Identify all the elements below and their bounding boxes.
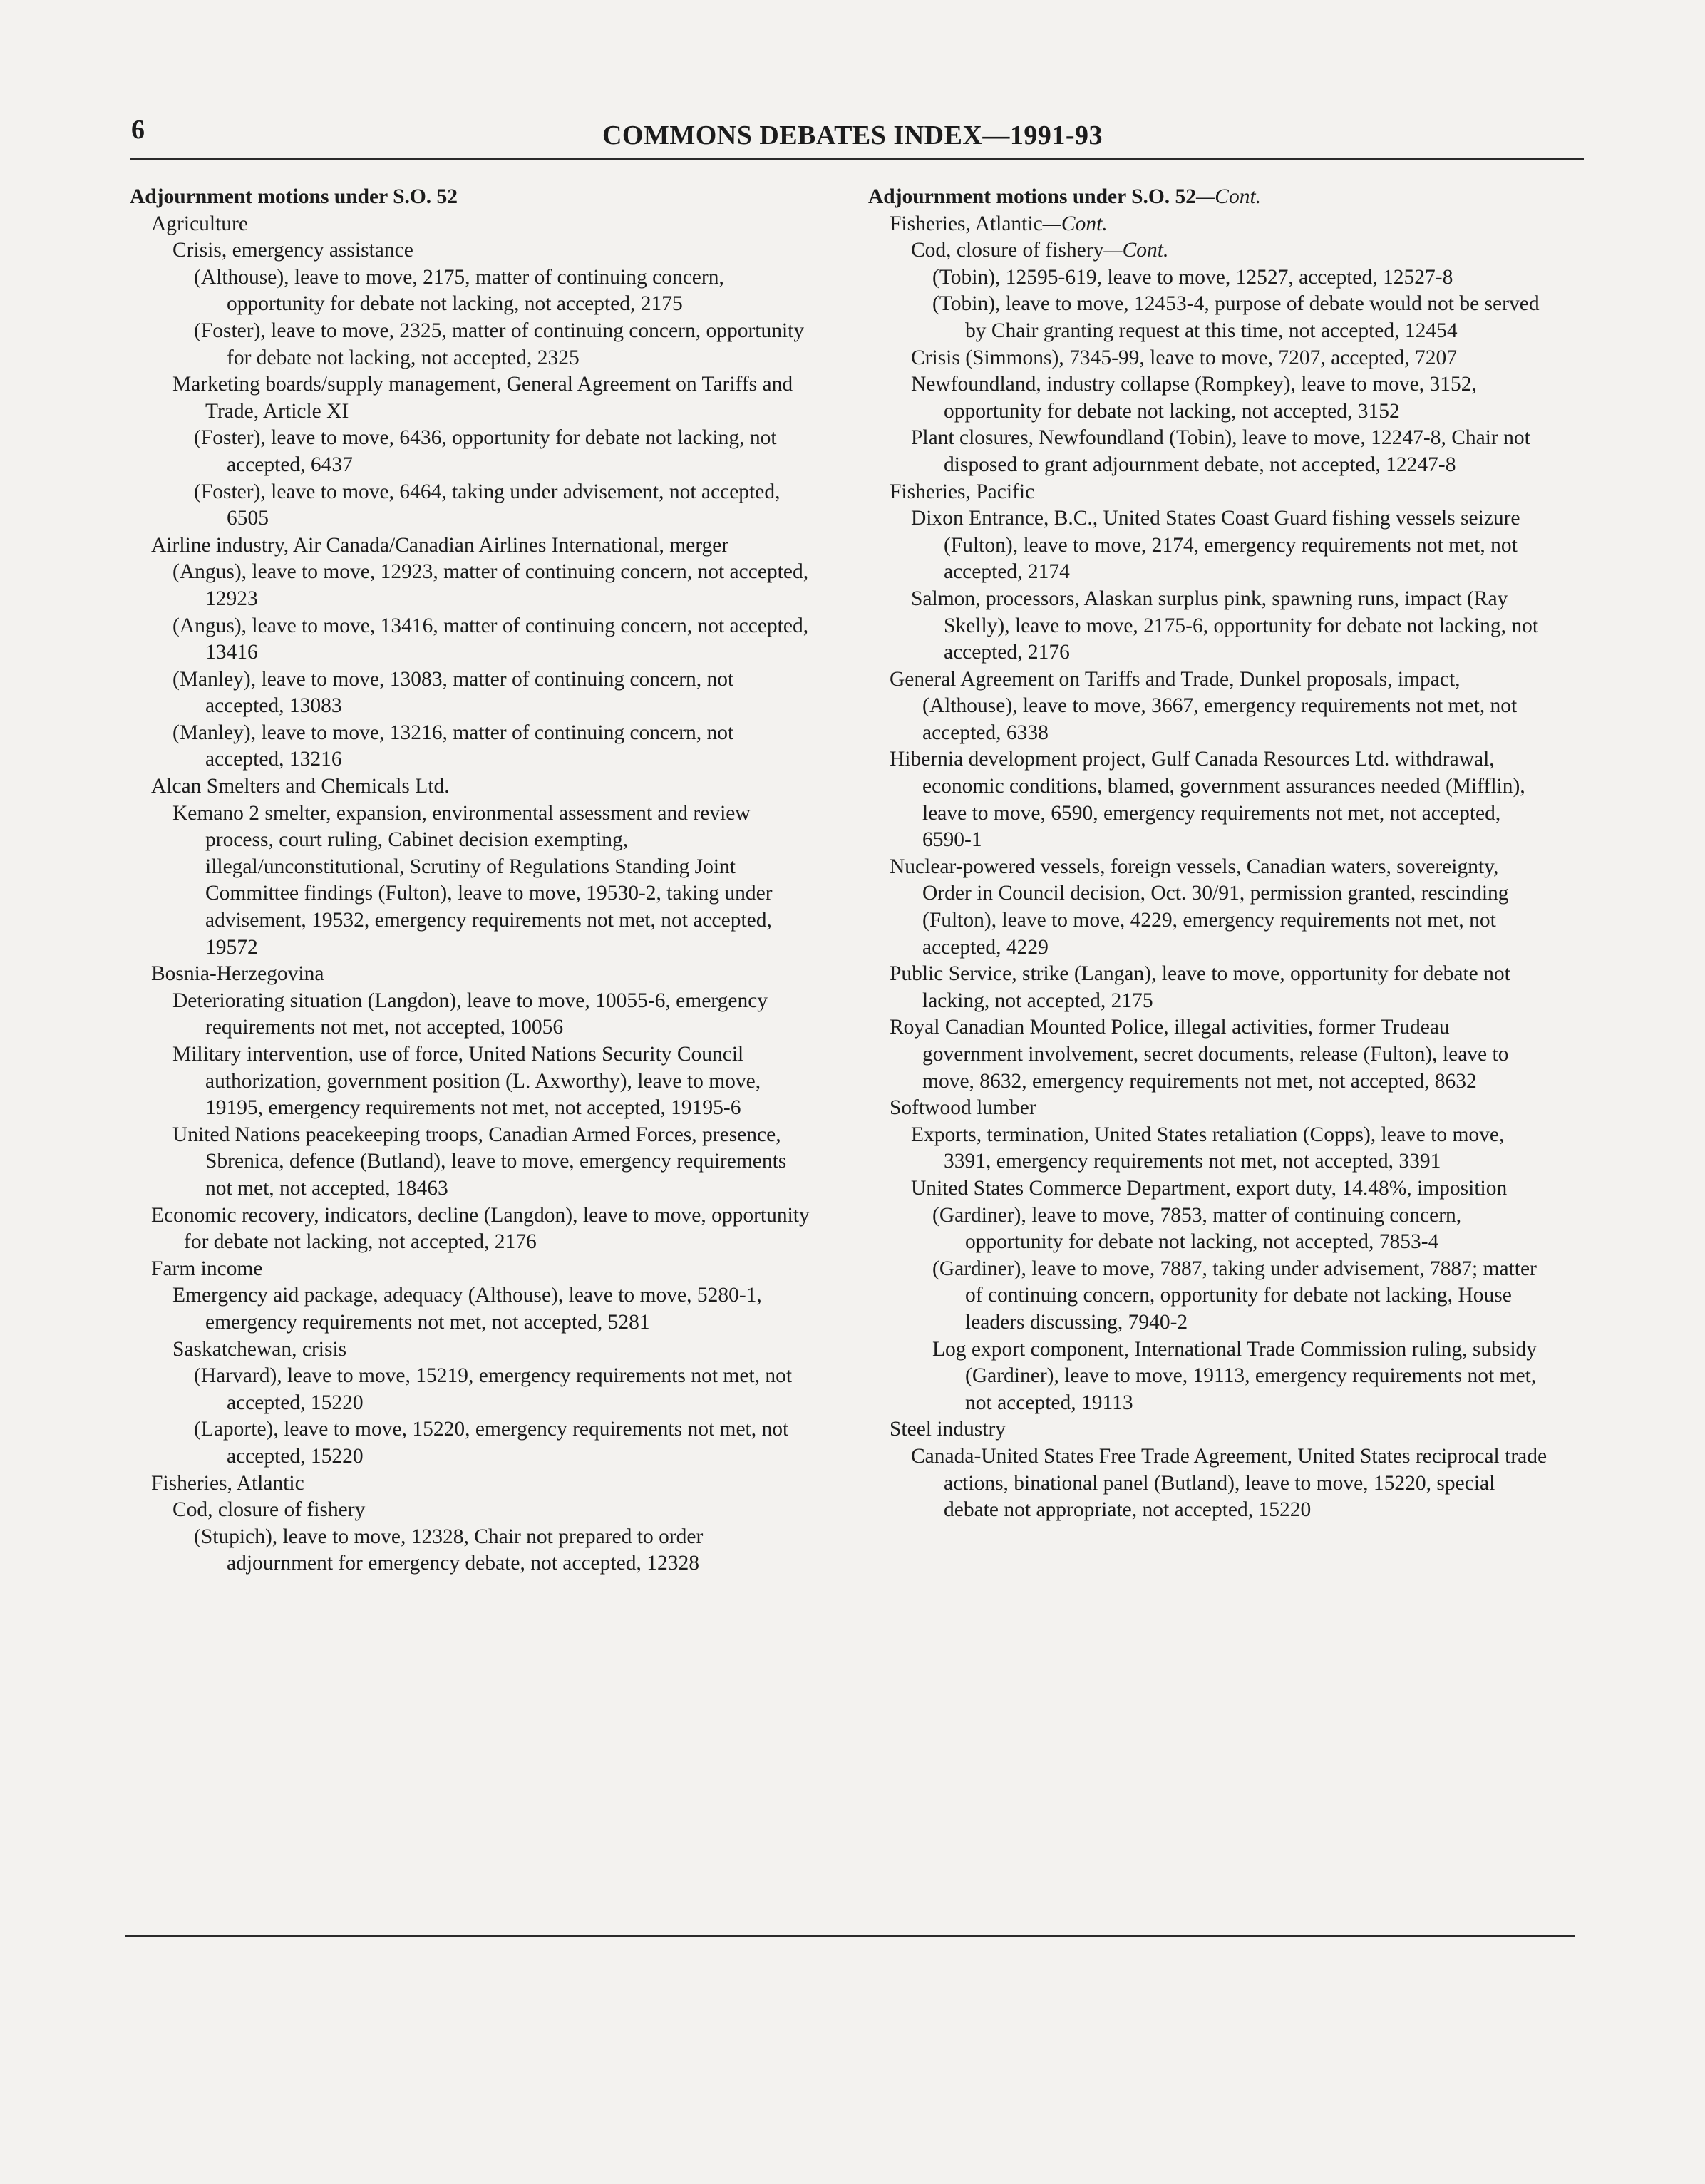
index-entry-text: Adjournment motions under S.O. 52 — [868, 185, 1197, 208]
index-entry-text: Alcan Smelters and Chemicals Ltd. — [151, 775, 450, 798]
index-entry — [130, 559, 814, 612]
index-entry-text: Plant closures, Newfoundland (Tobin), leave to move, 12247-8, Chair not disposed to grant adjournment debate, not accepted, 12247-8 — [911, 426, 1530, 476]
index-entry — [868, 1014, 1552, 1095]
index-entry — [868, 854, 1552, 961]
index-entry — [868, 345, 1552, 372]
index-entry-text: Saskatchewan, crisis — [172, 1337, 347, 1361]
index-entry — [868, 505, 1552, 586]
index-entry-text: Fisheries, Pacific — [890, 480, 1035, 503]
index-entry — [130, 532, 814, 560]
index-entry — [130, 1041, 814, 1122]
index-entry — [130, 318, 814, 371]
header-rule — [130, 158, 1584, 160]
index-entry — [130, 720, 814, 773]
continued-marker: —Cont. — [1103, 239, 1169, 262]
index-entry — [868, 1256, 1552, 1336]
index-entry-text: Crisis (Simmons), 7345-99, leave to move, 7207, accepted, 7207 — [911, 346, 1458, 369]
index-entry — [130, 479, 814, 532]
index-entry — [868, 1443, 1552, 1524]
index-entry-text: Royal Canadian Mounted Police, illegal activities, former Trudeau government involvement, secret documents, release (Fulton), leave to move, 8632, emergency requirements not met, not accepted, 8632 — [890, 1016, 1509, 1093]
index-entry-text: Steel industry — [890, 1418, 1006, 1441]
index-entry — [130, 800, 814, 962]
index-entry-text: Fisheries, Atlantic — [890, 212, 1043, 235]
footer-rule — [125, 1935, 1575, 1937]
index-entry — [868, 1416, 1552, 1443]
index-entry-text: Economic recovery, indicators, decline (Langdon), leave to move, opportunity for debate not lacking, not accepted, 2176 — [151, 1203, 810, 1254]
index-entry — [868, 1095, 1552, 1122]
index-entry-text: Cod, closure of fishery — [172, 1498, 366, 1522]
index-entry-text: Nuclear-powered vessels, foreign vessels, Canadian waters, sovereignty, Order in Council decision, Oct. 30/91, permission granted, rescinding (Fulton), leave to move, 4229, emergency requirements not met, not accepted, 4229 — [890, 855, 1509, 959]
index-entry-text: United States Commerce Department, export duty, 14.48%, imposition — [911, 1176, 1508, 1200]
index-entry — [130, 1497, 814, 1524]
index-entry — [868, 1122, 1552, 1175]
index-entry-text: Fisheries, Atlantic — [151, 1471, 304, 1495]
index-entry-text: (Harvard), leave to move, 15219, emergency requirements not met, not accepted, 15220 — [194, 1364, 793, 1414]
index-entry-text: Hibernia development project, Gulf Canada Resources Ltd. withdrawal, economic conditions, blamed, government assurances needed (Mifflin), leave to move, 6590, emergency requirements not met, not accepted, 6590-1 — [890, 748, 1525, 852]
index-entry-text: (Angus), leave to move, 13416, matter of continuing concern, not accepted, 13416 — [172, 614, 809, 664]
page-number: 6 — [131, 115, 145, 145]
index-entry — [130, 264, 814, 318]
index-entry-text: United Nations peacekeeping troops, Canadian Armed Forces, presence, Sbrenica, defence (Butland), leave to move, emergency requirements not met, not accepted, 18463 — [172, 1123, 787, 1200]
index-entry — [130, 1256, 814, 1283]
index-entry — [130, 1524, 814, 1577]
index-entry — [130, 666, 814, 720]
index-entry-text: Salmon, processors, Alaskan surplus pink, spawning runs, impact (Ray Skelly), leave to move, 2175-6, opportunity for debate not lacking, not accepted, 2176 — [911, 587, 1539, 664]
index-entry-text: Agriculture — [151, 212, 248, 235]
index-entry-text: (Manley), leave to move, 13216, matter of continuing concern, not accepted, 13216 — [172, 721, 734, 771]
index-entry — [868, 479, 1552, 506]
index-entry-text: (Althouse), leave to move, 2175, matter of continuing concern, opportunity for debate not lacking, not accepted, 2175 — [194, 265, 724, 316]
index-entry — [130, 237, 814, 264]
index-column-right — [868, 184, 1552, 1524]
index-entry-text: (Tobin), 12595-619, leave to move, 12527, accepted, 12527-8 — [932, 265, 1453, 289]
index-entry-text: (Stupich), leave to move, 12328, Chair not prepared to order adjournment for emergency debate, not accepted, 12328 — [194, 1525, 704, 1575]
index-entry — [130, 1363, 814, 1416]
index-entry — [130, 1282, 814, 1336]
index-entry-text: Newfoundland, industry collapse (Rompkey), leave to move, 3152, opportunity for debate not lacking, not accepted, 3152 — [911, 373, 1477, 423]
index-entry — [868, 291, 1552, 344]
index-entry-text: Exports, termination, United States retaliation (Copps), leave to move, 3391, emergency requirements not met, not accepted, 3391 — [911, 1123, 1505, 1173]
index-entry-text: Kemano 2 smelter, expansion, environmental assessment and review process, court ruling, Cabinet decision exempting, illegal/unconstitutional, Scrutiny of Regulations Standing Joint Committee findings (Fulton), leave to move, 19530-2, taking under advisement, 19532, emergency requirements not met, not accepted, 19572 — [172, 801, 773, 959]
index-entry — [868, 1202, 1552, 1256]
index-entry — [130, 371, 814, 425]
index-entry — [868, 211, 1552, 238]
index-entry — [130, 1470, 814, 1498]
index-entry — [868, 1336, 1552, 1417]
index-entry-text: Deteriorating situation (Langdon), leave to move, 10055-6, emergency requirements not met, not accepted, 10056 — [172, 989, 768, 1039]
index-entry-text: (Gardiner), leave to move, 7887, taking under advisement, 7887; matter of continuing concern, opportunity for debate not lacking, House leaders discussing, 7940-2 — [932, 1257, 1537, 1334]
index-entry-text: Military intervention, use of force, United Nations Security Council authorization, government position (L. Axworthy), leave to move, 19195, emergency requirements not met, not accepted, 19195-6 — [172, 1043, 761, 1120]
index-entry — [868, 666, 1552, 747]
index-entry — [868, 961, 1552, 1014]
index-entry — [868, 371, 1552, 425]
index-entry-text: Public Service, strike (Langan), leave to move, opportunity for debate not lacking, not accepted, 2175 — [890, 962, 1510, 1012]
index-entry — [868, 586, 1552, 666]
index-entry — [868, 184, 1552, 211]
index-entry — [130, 425, 814, 478]
index-entry — [130, 988, 814, 1041]
index-entry-text: (Manley), leave to move, 13083, matter of continuing concern, not accepted, 13083 — [172, 667, 734, 718]
index-entry-text: Dixon Entrance, B.C., United States Coast Guard fishing vessels seizure (Fulton), leave to move, 2174, emergency requirements not met, not accepted, 2174 — [911, 507, 1520, 584]
index-entry — [130, 1336, 814, 1364]
index-entry-text: Log export component, International Trade Commission ruling, subsidy (Gardiner), leave to move, 19113, emergency requirements not met, not accepted, 19113 — [932, 1337, 1537, 1414]
index-entry-text: Bosnia-Herzegovina — [151, 962, 324, 986]
index-entry — [130, 184, 814, 211]
index-entry — [868, 746, 1552, 853]
continued-marker: —Cont. — [1042, 212, 1108, 235]
index-column-left — [130, 184, 814, 1577]
index-entry-text: Softwood lumber — [890, 1096, 1036, 1120]
index-entry-text: Farm income — [151, 1257, 263, 1280]
index-entry — [130, 1122, 814, 1202]
index-entry — [130, 1202, 814, 1256]
continued-marker: —Cont. — [1196, 185, 1262, 208]
index-entry-text: Cod, closure of fishery — [911, 239, 1104, 262]
index-entry — [130, 961, 814, 988]
index-entry-text: Canada-United States Free Trade Agreement, United States reciprocal trade actions, binational panel (Butland), leave to move, 15220, special debate not appropriate, not accepted, 15220 — [911, 1444, 1547, 1522]
index-entry-text: (Gardiner), leave to move, 7853, matter of continuing concern, opportunity for debate not lacking, not accepted, 7853-4 — [932, 1203, 1462, 1254]
index-entry-text: Marketing boards/supply management, General Agreement on Tariffs and Trade, Article XI — [172, 373, 793, 423]
index-entry — [130, 613, 814, 666]
index-entry-text: (Laporte), leave to move, 15220, emergency requirements not met, not accepted, 15220 — [194, 1418, 789, 1468]
index-entry — [868, 425, 1552, 478]
index-entry — [868, 264, 1552, 292]
index-entry-text: (Foster), leave to move, 6436, opportunity for debate not lacking, not accepted, 6437 — [194, 426, 777, 476]
index-entry-text: Adjournment motions under S.O. 52 — [130, 185, 458, 208]
index-entry-text: Emergency aid package, adequacy (Althouse), leave to move, 5280-1, emergency requirements not met, not accepted, 5281 — [172, 1284, 762, 1334]
index-entry-text: Airline industry, Air Canada/Canadian Airlines International, merger — [151, 533, 729, 557]
index-entry-text: (Foster), leave to move, 2325, matter of continuing concern, opportunity for debate not lacking, not accepted, 2325 — [194, 319, 805, 369]
index-entry — [130, 773, 814, 800]
index-entry — [868, 237, 1552, 264]
index-entry — [130, 1416, 814, 1470]
index-entry — [868, 1175, 1552, 1202]
running-head-title: COMMONS DEBATES INDEX—1991-93 — [602, 120, 1103, 150]
index-entry-text: Crisis, emergency assistance — [172, 239, 413, 262]
index-entry-text: (Angus), leave to move, 12923, matter of continuing concern, not accepted, 12923 — [172, 560, 809, 610]
index-entry-text: General Agreement on Tariffs and Trade, Dunkel proposals, impact, (Althouse), leave to move, 3667, emergency requirements not met, not accepted, 6338 — [890, 667, 1518, 744]
index-entry — [130, 211, 814, 238]
index-entry-text: (Foster), leave to move, 6464, taking under advisement, not accepted, 6505 — [194, 480, 781, 530]
index-entry-text: (Tobin), leave to move, 12453-4, purpose of debate would not be served by Chair granting request at this time, not accepted, 12454 — [932, 292, 1540, 342]
